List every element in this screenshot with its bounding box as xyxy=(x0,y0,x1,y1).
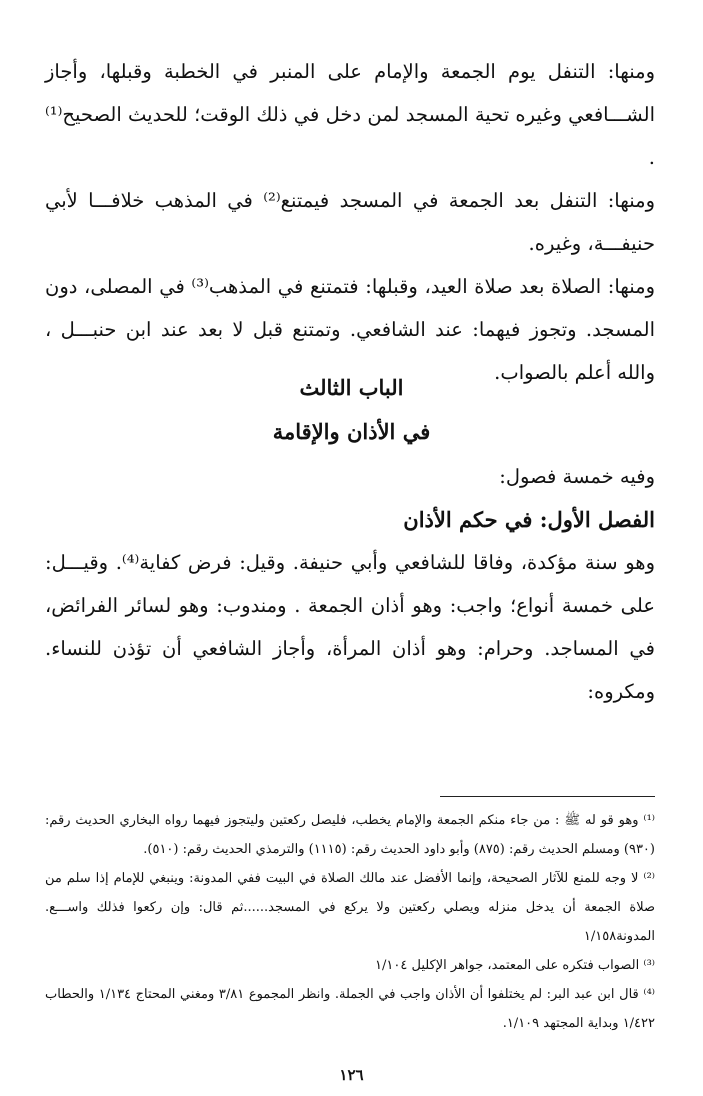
section-paragraph: وهو سنة مؤكدة، وفاقا للشافعي وأبي حنيفة. وقيل: فرض كفاية⁽⁴⁾. وقيـــل: على خمسة أنواع؛ واجب: وهو أذان الجمعة . ومندوب: وهو لسائر الفرائض، في المساجد. وحرام: وهو أذان المرأة، وأجاز الشافعي أن تؤذن للنساء. ومكروه: xyxy=(45,551,655,703)
chapter-heading xyxy=(0,366,703,454)
page-number: ١٢٦ xyxy=(339,1066,364,1084)
footnote-2: ⁽²⁾ لا وجه للمنع للآثار الصحيحة، وإنما الأفضل عند مالك الصلاة في البيت ففي المدونة: وينبغي للإمام إذا سلم من صلاة الجمعة أن يدخل منزله ويصلي ركعتين ولا يركع في المسجد......ثم قال: وإن ركعوا فذلك واســـع. المدونة١/١٥٨ xyxy=(45,871,655,944)
chapter-intro: وفيه خمسة فصول: xyxy=(499,465,655,488)
footnotes xyxy=(45,806,655,1038)
footnote-3: ⁽³⁾ الصواب فتكره على المعتمد، جواهر الإكليل ١/١٠٤ xyxy=(375,958,655,973)
section-block xyxy=(45,455,655,713)
footnote-1: ⁽¹⁾ وهو قو له ﷺ : من جاء منكم الجمعة والإمام يخطب، فليصل ركعتين وليتجوز فيهما رواه البخاري الحديث رقم: (٩٣٠) ومسلم الحديث رقم: (٨٧٥) وأبو داود الحديث رقم: (١١١٥) والترمذي الحديث رقم: (٥١٠). xyxy=(45,813,655,857)
paragraph-friday-nafl: ومنها: التنفل يوم الجمعة والإمام على المنبر في الخطبة وقبلها، وأجاز الشـــافعي وغيره تحية المسجد لمن دخل في ذلك الوقت؛ للحديث الصحيح⁽¹⁾ . xyxy=(45,60,655,169)
chapter-title: الباب الثالث xyxy=(299,375,404,400)
paragraph-after-friday: ومنها: التنفل بعد الجمعة في المسجد فيمتنع⁽²⁾ في المذهب خلافـــا لأبي حنيفـــة، وغيره. xyxy=(45,189,655,255)
footnote-4: ⁽⁴⁾ قال ابن عبد البر: لم يختلفوا أن الأذان واجب في الجملة. وانظر المجموع ٣/٨١ ومغني المحتاج ١/١٣٤ والحطاب ١/٤٢٢ وبداية المجتهد ١/١٠٩. xyxy=(45,987,655,1031)
main-text xyxy=(45,50,655,394)
section-title: الفصل الأول: في حكم الأذان xyxy=(403,507,655,532)
paragraph-eid-prayer: ومنها: الصلاة بعد صلاة العيد، وقبلها: فتمتنع في المذهب⁽³⁾ في المصلى، دون المسجد. وتجوز فيهما: عند الشافعي. وتمتنع قبل لا بعد عند ابن حنبـــل ، والله أعلم بالصواب. xyxy=(45,275,655,384)
chapter-subtitle: في الأذان والإقامة xyxy=(272,419,431,444)
footnote-separator xyxy=(440,796,655,797)
